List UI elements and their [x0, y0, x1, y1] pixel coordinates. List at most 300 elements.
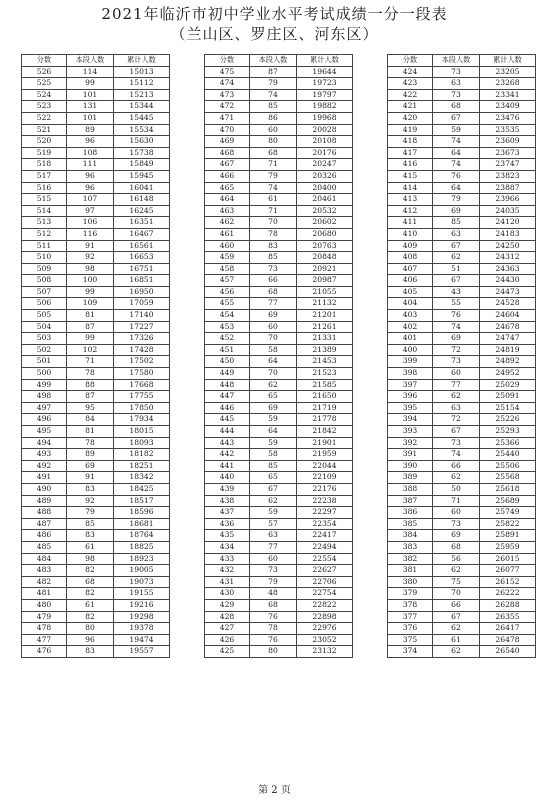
table-row	[388, 646, 536, 658]
segment-count-cell: 50	[433, 483, 480, 495]
score-cell: 392	[388, 437, 433, 449]
table-row	[388, 402, 536, 414]
segment-count-cell: 99	[67, 333, 114, 345]
score-cell: 409	[388, 240, 433, 252]
segment-count-cell: 83	[67, 646, 114, 658]
score-cell: 451	[205, 344, 250, 356]
cumulative-count-cell: 20848	[297, 252, 353, 264]
score-cell: 437	[205, 507, 250, 519]
score-cell: 427	[205, 623, 250, 635]
cumulative-count-cell: 23609	[480, 136, 536, 148]
segment-count-cell: 64	[250, 426, 297, 438]
score-cell: 525	[22, 78, 67, 90]
table-row	[22, 89, 170, 101]
segment-count-cell: 69	[433, 205, 480, 217]
score-cell: 418	[388, 136, 433, 148]
score-cell: 387	[388, 495, 433, 507]
score-cell: 452	[205, 333, 250, 345]
table-row	[205, 368, 353, 380]
segment-count-cell: 85	[433, 217, 480, 229]
score-cell: 443	[205, 437, 250, 449]
table-row	[388, 310, 536, 322]
segment-count-cell: 87	[67, 321, 114, 333]
segment-count-cell: 98	[67, 553, 114, 565]
table-header-row	[388, 55, 536, 67]
table-row	[388, 228, 536, 240]
segment-count-cell: 98	[67, 263, 114, 275]
cumulative-count-cell: 24528	[480, 298, 536, 310]
segment-count-cell: 67	[250, 483, 297, 495]
cumulative-count-cell: 24363	[480, 263, 536, 275]
segment-count-cell: 66	[433, 460, 480, 472]
cumulative-count-cell: 19005	[114, 565, 170, 577]
cumulative-count-cell: 21959	[297, 449, 353, 461]
cumulative-count-cell: 21901	[297, 437, 353, 449]
cumulative-count-cell: 17227	[114, 321, 170, 333]
score-cell: 410	[388, 228, 433, 240]
cumulative-count-cell: 22109	[297, 472, 353, 484]
segment-count-cell: 86	[250, 112, 297, 124]
table-row	[388, 136, 536, 148]
score-cell: 444	[205, 426, 250, 438]
cumulative-count-cell: 15945	[114, 170, 170, 182]
table-row	[388, 170, 536, 182]
cumulative-count-cell: 26540	[480, 646, 536, 658]
cumulative-count-cell: 25822	[480, 518, 536, 530]
segment-count-cell: 79	[433, 194, 480, 206]
score-cell: 474	[205, 78, 250, 90]
table-row	[205, 78, 353, 90]
cumulative-count-cell: 23132	[297, 646, 353, 658]
score-cell: 380	[388, 576, 433, 588]
segment-count-cell: 58	[250, 449, 297, 461]
table-row	[205, 286, 353, 298]
cumulative-count-cell: 24035	[480, 205, 536, 217]
segment-count-cell: 79	[67, 507, 114, 519]
cumulative-count-cell: 23476	[480, 112, 536, 124]
score-cell: 475	[205, 66, 250, 78]
score-cell: 459	[205, 252, 250, 264]
score-cell: 519	[22, 147, 67, 159]
score-cell: 377	[388, 611, 433, 623]
table-row	[22, 599, 170, 611]
table-row	[388, 298, 536, 310]
cumulative-count-cell: 19378	[114, 623, 170, 635]
table-row	[22, 263, 170, 275]
table-row	[388, 112, 536, 124]
header-cumulative-count: 累计人数	[480, 55, 536, 67]
segment-count-cell: 64	[250, 356, 297, 368]
score-cell: 375	[388, 634, 433, 646]
score-cell: 400	[388, 344, 433, 356]
segment-count-cell: 63	[433, 228, 480, 240]
segment-count-cell: 84	[67, 414, 114, 426]
score-cell: 379	[388, 588, 433, 600]
table-row	[22, 611, 170, 623]
table-row	[22, 507, 170, 519]
segment-count-cell: 73	[433, 66, 480, 78]
score-cell: 491	[22, 472, 67, 484]
segment-count-cell: 62	[433, 565, 480, 577]
score-cell: 394	[388, 414, 433, 426]
score-cell: 396	[388, 391, 433, 403]
segment-count-cell: 79	[250, 78, 297, 90]
table-row	[205, 646, 353, 658]
segment-count-cell: 68	[250, 147, 297, 159]
segment-count-cell: 70	[250, 333, 297, 345]
table-row	[22, 426, 170, 438]
segment-count-cell: 65	[250, 472, 297, 484]
score-cell: 471	[205, 112, 250, 124]
score-cell: 454	[205, 310, 250, 322]
segment-count-cell: 109	[67, 298, 114, 310]
cumulative-count-cell: 22417	[297, 530, 353, 542]
cumulative-count-cell: 15534	[114, 124, 170, 136]
score-cell: 402	[388, 321, 433, 333]
score-cell: 463	[205, 205, 250, 217]
cumulative-count-cell: 22238	[297, 495, 353, 507]
cumulative-count-cell: 24747	[480, 333, 536, 345]
table-row	[205, 414, 353, 426]
segment-count-cell: 82	[67, 565, 114, 577]
cumulative-count-cell: 20532	[297, 205, 353, 217]
table-row	[22, 147, 170, 159]
cumulative-count-cell: 20108	[297, 136, 353, 148]
table-row	[205, 541, 353, 553]
table-row	[388, 275, 536, 287]
segment-count-cell: 89	[67, 449, 114, 461]
segment-count-cell: 116	[67, 228, 114, 240]
table-row	[205, 275, 353, 287]
table-row	[388, 588, 536, 600]
table-row	[205, 333, 353, 345]
table-row	[205, 634, 353, 646]
cumulative-count-cell: 22754	[297, 588, 353, 600]
header-score: 分数	[205, 55, 250, 67]
cumulative-count-cell: 19474	[114, 634, 170, 646]
cumulative-count-cell: 26417	[480, 623, 536, 635]
segment-count-cell: 73	[250, 263, 297, 275]
cumulative-count-cell: 18251	[114, 460, 170, 472]
score-cell: 395	[388, 402, 433, 414]
table-row	[388, 530, 536, 542]
segment-count-cell: 67	[433, 611, 480, 623]
table-row	[388, 66, 536, 78]
score-cell: 430	[205, 588, 250, 600]
score-cell: 421	[388, 101, 433, 113]
cumulative-count-cell: 15112	[114, 78, 170, 90]
score-cell: 464	[205, 194, 250, 206]
table-row	[22, 495, 170, 507]
score-cell: 385	[388, 518, 433, 530]
segment-count-cell: 43	[433, 286, 480, 298]
cumulative-count-cell: 16041	[114, 182, 170, 194]
score-cell: 436	[205, 518, 250, 530]
segment-count-cell: 69	[67, 460, 114, 472]
segment-count-cell: 99	[67, 286, 114, 298]
cumulative-count-cell: 23673	[480, 147, 536, 159]
segment-count-cell: 75	[433, 576, 480, 588]
table-row	[388, 333, 536, 345]
score-cell: 469	[205, 136, 250, 148]
table-row	[22, 623, 170, 635]
cumulative-count-cell: 24819	[480, 344, 536, 356]
score-cell: 448	[205, 379, 250, 391]
score-cell: 478	[22, 623, 67, 635]
score-cell: 404	[388, 298, 433, 310]
score-cell: 505	[22, 310, 67, 322]
score-cell: 391	[388, 449, 433, 461]
cumulative-count-cell: 20602	[297, 217, 353, 229]
table-row	[388, 182, 536, 194]
score-cell: 472	[205, 101, 250, 113]
segment-count-cell: 85	[250, 460, 297, 472]
cumulative-count-cell: 21389	[297, 344, 353, 356]
table-row	[205, 391, 353, 403]
table-row	[388, 147, 536, 159]
score-cell: 438	[205, 495, 250, 507]
score-cell: 417	[388, 147, 433, 159]
segment-count-cell: 67	[433, 112, 480, 124]
table-row	[388, 101, 536, 113]
score-cell: 406	[388, 275, 433, 287]
cumulative-count-cell: 18342	[114, 472, 170, 484]
cumulative-count-cell: 20461	[297, 194, 353, 206]
score-cell: 477	[22, 634, 67, 646]
segment-count-cell: 69	[250, 402, 297, 414]
cumulative-count-cell: 25029	[480, 379, 536, 391]
segment-count-cell: 131	[67, 101, 114, 113]
table-row	[388, 263, 536, 275]
cumulative-count-cell: 18764	[114, 530, 170, 542]
cumulative-count-cell: 19968	[297, 112, 353, 124]
cumulative-count-cell: 26478	[480, 634, 536, 646]
cumulative-count-cell: 17580	[114, 368, 170, 380]
segment-count-cell: 63	[433, 402, 480, 414]
score-cell: 413	[388, 194, 433, 206]
table-row	[388, 495, 536, 507]
segment-count-cell: 76	[433, 170, 480, 182]
segment-count-cell: 96	[67, 634, 114, 646]
table-row	[388, 426, 536, 438]
segment-count-cell: 61	[67, 599, 114, 611]
segment-count-cell: 91	[67, 240, 114, 252]
cumulative-count-cell: 16245	[114, 205, 170, 217]
cumulative-count-cell: 19723	[297, 78, 353, 90]
table-row	[22, 565, 170, 577]
segment-count-cell: 88	[67, 379, 114, 391]
score-cell: 442	[205, 449, 250, 461]
segment-count-cell: 95	[67, 402, 114, 414]
table-row	[205, 124, 353, 136]
cumulative-count-cell: 18681	[114, 518, 170, 530]
score-cell: 429	[205, 599, 250, 611]
segment-count-cell: 100	[67, 275, 114, 287]
segment-count-cell: 68	[67, 576, 114, 588]
score-cell: 498	[22, 391, 67, 403]
cumulative-count-cell: 23966	[480, 194, 536, 206]
cumulative-count-cell: 24430	[480, 275, 536, 287]
table-row	[205, 518, 353, 530]
score-cell: 523	[22, 101, 67, 113]
table-row	[22, 205, 170, 217]
score-cell: 522	[22, 112, 67, 124]
score-cell: 513	[22, 217, 67, 229]
score-cell: 468	[205, 147, 250, 159]
cumulative-count-cell: 16653	[114, 252, 170, 264]
segment-count-cell: 83	[250, 240, 297, 252]
cumulative-count-cell: 19216	[114, 599, 170, 611]
segment-count-cell: 81	[67, 426, 114, 438]
segment-count-cell: 77	[250, 541, 297, 553]
segment-count-cell: 78	[250, 623, 297, 635]
cumulative-count-cell: 17755	[114, 391, 170, 403]
segment-count-cell: 97	[67, 205, 114, 217]
cumulative-count-cell: 21201	[297, 310, 353, 322]
segment-count-cell: 82	[67, 588, 114, 600]
table-row	[388, 518, 536, 530]
cumulative-count-cell: 20247	[297, 159, 353, 171]
segment-count-cell: 77	[433, 379, 480, 391]
cumulative-count-cell: 24473	[480, 286, 536, 298]
cumulative-count-cell: 20400	[297, 182, 353, 194]
cumulative-count-cell: 20176	[297, 147, 353, 159]
segment-count-cell: 107	[67, 194, 114, 206]
table-row	[205, 449, 353, 461]
score-cell: 432	[205, 565, 250, 577]
score-cell: 412	[388, 205, 433, 217]
score-cell: 462	[205, 217, 250, 229]
cumulative-count-cell: 18825	[114, 541, 170, 553]
cumulative-count-cell: 19644	[297, 66, 353, 78]
table-row	[22, 252, 170, 264]
segment-count-cell: 73	[433, 89, 480, 101]
score-cell: 489	[22, 495, 67, 507]
segment-count-cell: 78	[67, 437, 114, 449]
table-row	[22, 194, 170, 206]
cumulative-count-cell: 18425	[114, 483, 170, 495]
segment-count-cell: 71	[250, 159, 297, 171]
table-row	[388, 634, 536, 646]
score-cell: 453	[205, 321, 250, 333]
score-cell: 397	[388, 379, 433, 391]
score-cell: 495	[22, 426, 67, 438]
cumulative-count-cell: 24892	[480, 356, 536, 368]
table-row	[22, 646, 170, 658]
table-row	[22, 379, 170, 391]
header-cumulative-count: 累计人数	[114, 55, 170, 67]
score-cell: 445	[205, 414, 250, 426]
cumulative-count-cell: 26288	[480, 599, 536, 611]
segment-count-cell: 66	[250, 275, 297, 287]
segment-count-cell: 71	[250, 205, 297, 217]
cumulative-count-cell: 22822	[297, 599, 353, 611]
cumulative-count-cell: 19557	[114, 646, 170, 658]
table-row	[388, 194, 536, 206]
segment-count-cell: 67	[433, 275, 480, 287]
segment-count-cell: 62	[250, 495, 297, 507]
segment-count-cell: 59	[250, 414, 297, 426]
segment-count-cell: 69	[250, 310, 297, 322]
header-cumulative-count: 累计人数	[297, 55, 353, 67]
cumulative-count-cell: 21261	[297, 321, 353, 333]
segment-count-cell: 62	[433, 623, 480, 635]
table-header-row	[205, 55, 353, 67]
score-cell: 399	[388, 356, 433, 368]
cumulative-count-cell: 19298	[114, 611, 170, 623]
table-row	[388, 507, 536, 519]
table-row	[205, 228, 353, 240]
score-cell: 390	[388, 460, 433, 472]
segment-count-cell: 72	[433, 414, 480, 426]
cumulative-count-cell: 21719	[297, 402, 353, 414]
score-cell: 398	[388, 368, 433, 380]
cumulative-count-cell: 24312	[480, 252, 536, 264]
segment-count-cell: 101	[67, 112, 114, 124]
segment-count-cell: 67	[433, 240, 480, 252]
table-row	[22, 460, 170, 472]
table-row	[22, 112, 170, 124]
cumulative-count-cell: 24952	[480, 368, 536, 380]
score-cell: 480	[22, 599, 67, 611]
segment-count-cell: 55	[433, 298, 480, 310]
score-cell: 376	[388, 623, 433, 635]
score-cell: 518	[22, 159, 67, 171]
table-row	[22, 472, 170, 484]
segment-count-cell: 61	[67, 541, 114, 553]
score-cell: 460	[205, 240, 250, 252]
score-cell: 497	[22, 402, 67, 414]
table-row	[22, 530, 170, 542]
cumulative-count-cell: 24250	[480, 240, 536, 252]
header-segment-count: 本段人数	[67, 55, 114, 67]
score-cell: 419	[388, 124, 433, 136]
cumulative-count-cell: 23409	[480, 101, 536, 113]
score-cell: 483	[22, 565, 67, 577]
score-cell: 492	[22, 460, 67, 472]
score-cell: 381	[388, 565, 433, 577]
segment-count-cell: 77	[250, 298, 297, 310]
score-cell: 446	[205, 402, 250, 414]
cumulative-count-cell: 19797	[297, 89, 353, 101]
score-cell: 407	[388, 263, 433, 275]
segment-count-cell: 70	[433, 588, 480, 600]
table-row	[205, 426, 353, 438]
segment-count-cell: 83	[67, 483, 114, 495]
score-cell: 502	[22, 344, 67, 356]
segment-count-cell: 83	[67, 530, 114, 542]
cumulative-count-cell: 25689	[480, 495, 536, 507]
table-row	[22, 275, 170, 287]
table-row	[22, 518, 170, 530]
score-cell: 449	[205, 368, 250, 380]
score-cell: 490	[22, 483, 67, 495]
table-row	[205, 472, 353, 484]
cumulative-count-cell: 25293	[480, 426, 536, 438]
cumulative-count-cell: 26152	[480, 576, 536, 588]
cumulative-count-cell: 18923	[114, 553, 170, 565]
cumulative-count-cell: 23887	[480, 182, 536, 194]
score-cell: 517	[22, 170, 67, 182]
cumulative-count-cell: 22706	[297, 576, 353, 588]
score-cell: 386	[388, 507, 433, 519]
cumulative-count-cell: 25749	[480, 507, 536, 519]
segment-count-cell: 56	[433, 553, 480, 565]
header-score: 分数	[388, 55, 433, 67]
segment-count-cell: 61	[433, 634, 480, 646]
segment-count-cell: 68	[433, 541, 480, 553]
score-cell: 440	[205, 472, 250, 484]
